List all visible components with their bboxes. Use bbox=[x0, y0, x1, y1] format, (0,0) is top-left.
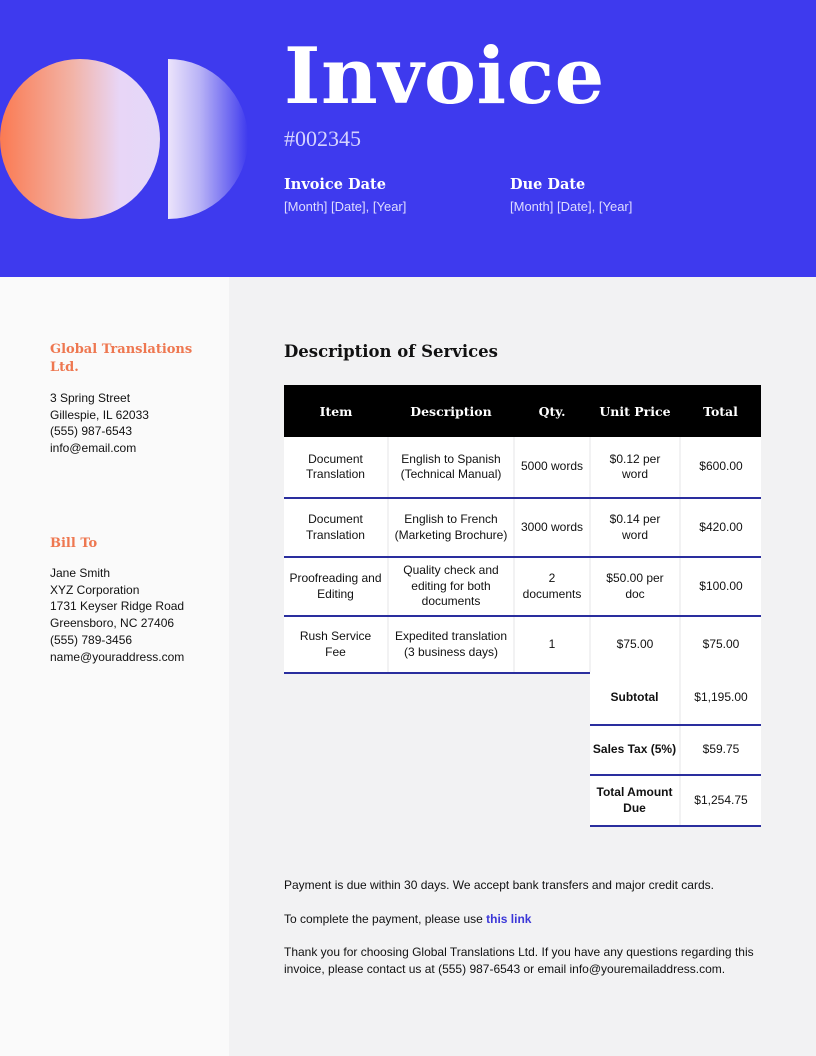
cell-qty: 2 documents bbox=[514, 557, 590, 616]
services-title: Description of Services bbox=[284, 342, 498, 361]
cell-qty: 3000 words bbox=[514, 498, 590, 557]
due-date-value: [Month] [Date], [Year] bbox=[510, 199, 633, 214]
bill-to-email: name@youraddress.com bbox=[50, 649, 185, 664]
table-row bbox=[284, 616, 761, 673]
decorative-gradient-circle bbox=[0, 59, 160, 219]
subtotal-label: Subtotal bbox=[590, 672, 680, 725]
bill-to-name: Jane Smith bbox=[50, 566, 111, 580]
cell-description: English to Spanish (Technical Manual) bbox=[388, 437, 514, 498]
cell-qty: 5000 words bbox=[514, 437, 590, 498]
sales-tax-row bbox=[590, 725, 761, 775]
table-row bbox=[284, 437, 761, 498]
invoice-date-value: [Month] [Date], [Year] bbox=[284, 199, 407, 214]
company-phone: (555) 987-6543 bbox=[50, 424, 133, 439]
table-row bbox=[284, 557, 761, 616]
column-header-unit-price: Unit Price bbox=[590, 385, 680, 437]
cell-item: Rush Service Fee bbox=[284, 616, 388, 673]
bill-to-street: 1731 Keyser Ridge Road bbox=[50, 599, 185, 614]
column-header-qty: Qty. bbox=[514, 385, 590, 437]
table-row bbox=[284, 498, 761, 557]
company-name: Global Translations Ltd. bbox=[50, 342, 193, 375]
cell-unit-price: $50.00 per doc bbox=[590, 557, 680, 616]
company-street: 3 Spring Street bbox=[50, 391, 131, 405]
total-due-value: $1,254.75 bbox=[680, 775, 761, 826]
sales-tax-value: $59.75 bbox=[680, 725, 761, 775]
column-header-description: Description bbox=[388, 385, 514, 437]
cell-item: Document Translation bbox=[284, 498, 388, 557]
invoice-date-label: Invoice Date bbox=[284, 176, 386, 193]
company-city: Gillespie, IL 62033 bbox=[50, 407, 149, 422]
cell-total: $100.00 bbox=[680, 557, 761, 616]
company-email: info@email.com bbox=[50, 441, 137, 456]
invoice-number: #002345 bbox=[284, 126, 361, 151]
cell-description: Quality check and editing for both documents bbox=[388, 557, 514, 616]
subtotal-row bbox=[590, 672, 761, 725]
bill-to-city: Greensboro, NC 27406 bbox=[50, 616, 175, 631]
cell-item: Proofreading and Editing bbox=[284, 557, 388, 616]
bill-to-phone: (555) 789-3456 bbox=[50, 632, 133, 647]
bill-to-label: Bill To bbox=[50, 536, 98, 551]
cell-item: Document Translation bbox=[284, 437, 388, 498]
total-due-row bbox=[590, 775, 761, 826]
bill-to-address bbox=[50, 565, 184, 665]
column-header-item: Item bbox=[284, 385, 388, 437]
cell-unit-price: $0.14 per word bbox=[590, 498, 680, 557]
subtotal-value: $1,195.00 bbox=[680, 672, 761, 725]
company-address bbox=[50, 390, 149, 457]
sales-tax-label: Sales Tax (5%) bbox=[590, 725, 680, 775]
payment-instruction-text: To complete the payment, please use bbox=[284, 912, 487, 926]
thank-you-note: Thank you for choosing Global Translations Ltd. If you have any questions regarding this invoice, please contact us at (555) 987-6543 or email info@youremailaddress.com. bbox=[284, 945, 754, 976]
column-header-total: Total bbox=[680, 385, 761, 437]
total-due-label: Total Amount Due bbox=[590, 775, 680, 826]
payment-link[interactable]: this link bbox=[486, 912, 532, 926]
decorative-gradient-half-circle bbox=[168, 59, 248, 219]
cell-qty: 1 bbox=[514, 616, 590, 673]
cell-unit-price: $75.00 bbox=[590, 616, 680, 673]
payment-instruction bbox=[284, 911, 754, 928]
cell-total: $600.00 bbox=[680, 437, 761, 498]
cell-total: $75.00 bbox=[680, 616, 761, 673]
payment-terms: Payment is due within 30 days. We accept bank transfers and major credit cards. bbox=[284, 878, 714, 892]
cell-description: Expedited translation (3 business days) bbox=[388, 616, 514, 673]
bill-to-company: XYZ Corporation bbox=[50, 582, 140, 597]
invoice-title: Invoice bbox=[284, 31, 605, 122]
cell-description: English to French (Marketing Brochure) bbox=[388, 498, 514, 557]
services-table bbox=[284, 385, 761, 674]
invoice-header bbox=[0, 0, 816, 277]
cell-unit-price: $0.12 per word bbox=[590, 437, 680, 498]
cell-total: $420.00 bbox=[680, 498, 761, 557]
due-date-label: Due Date bbox=[510, 176, 586, 193]
totals-table bbox=[590, 672, 761, 827]
table-header-row bbox=[284, 385, 761, 437]
